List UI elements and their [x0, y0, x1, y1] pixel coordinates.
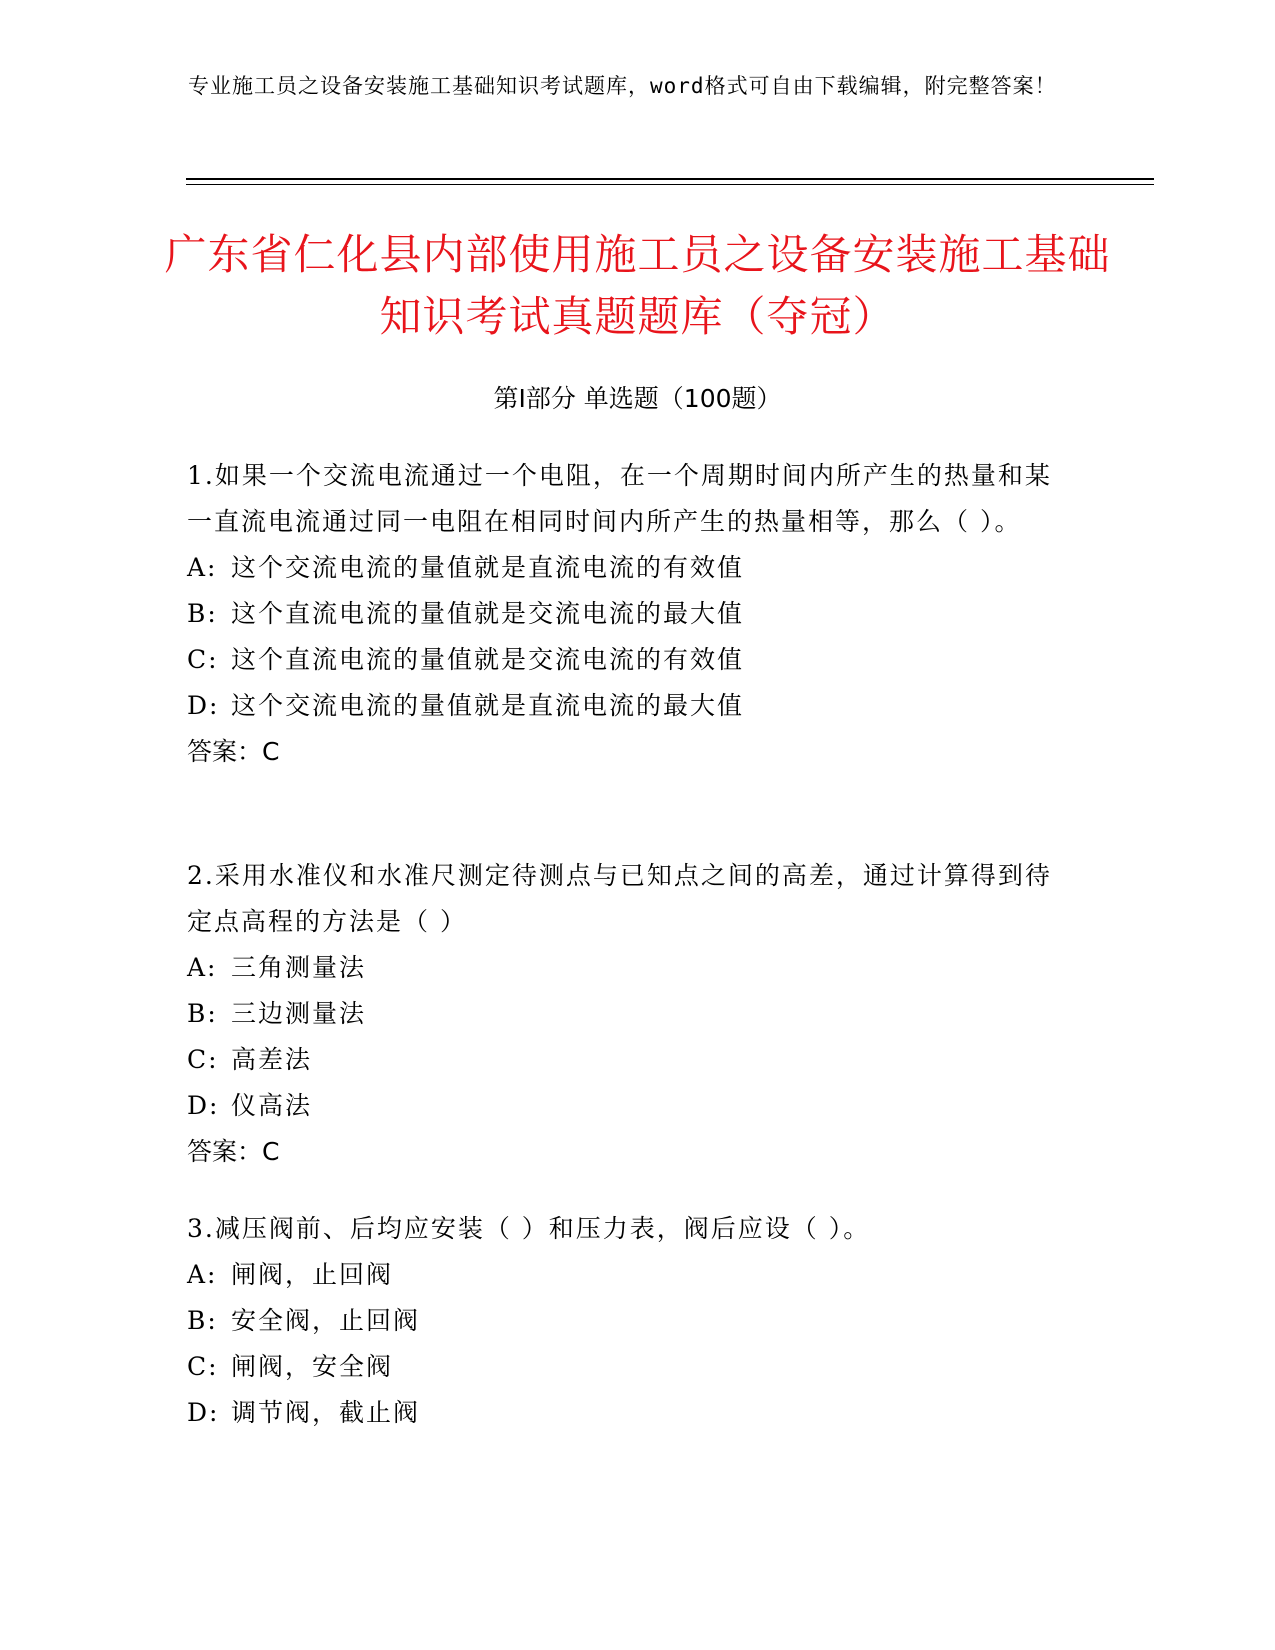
header-divider-thin	[186, 184, 1154, 185]
option-b	[187, 1298, 1067, 1344]
question-stem: 3.减压阀前、后均应安装（ ）和压力表，阀后应设（ ）。	[187, 1214, 871, 1243]
option-letter: A:	[187, 553, 218, 582]
option-text: 这个交流电流的量值就是直流电流的有效值	[231, 553, 745, 582]
option-a	[187, 1252, 1067, 1298]
question-stem: 2.采用水准仪和水准尺测定待测点与已知点之间的高差，通过计算得到待定点高程的方法是（ ）	[187, 861, 1052, 936]
option-text: 三角测量法	[231, 953, 367, 982]
answer: 答案：C	[187, 1137, 280, 1166]
header-divider-thick	[186, 178, 1154, 180]
option-text: 仪高法	[231, 1091, 313, 1120]
option-b	[187, 591, 1067, 637]
option-text: 这个交流电流的量值就是直流电流的最大值	[231, 691, 745, 720]
option-c	[187, 1037, 1067, 1083]
option-c	[187, 1344, 1067, 1390]
option-a	[187, 945, 1067, 991]
question-2	[187, 853, 1067, 1175]
option-a	[187, 545, 1067, 591]
option-letter: C:	[187, 1045, 219, 1074]
option-letter: C:	[187, 1352, 219, 1381]
question-stem: 1.如果一个交流电流通过一个电阻，在一个周期时间内所产生的热量和某一直流电流通过同一电阻在相同时间内所产生的热量相等，那么（ ）。	[187, 461, 1052, 536]
option-d	[187, 1390, 1067, 1436]
option-text: 三边测量法	[231, 999, 367, 1028]
option-letter: B:	[187, 999, 218, 1028]
option-letter: D:	[187, 1091, 220, 1120]
option-text: 闸阀，止回阀	[231, 1260, 394, 1289]
option-c	[187, 637, 1067, 683]
option-text: 这个直流电流的量值就是交流电流的有效值	[231, 645, 745, 674]
option-letter: A:	[187, 953, 218, 982]
question-3	[187, 1206, 1067, 1436]
option-b	[187, 991, 1067, 1037]
option-letter: B:	[187, 1306, 218, 1335]
option-d	[187, 1083, 1067, 1129]
header-note: 专业施工员之设备安装施工基础知识考试题库，word格式可自由下载编辑，附完整答案！	[188, 74, 1057, 98]
option-text: 安全阀，止回阀	[231, 1306, 421, 1335]
option-d	[187, 683, 1067, 729]
option-letter: D:	[187, 691, 220, 720]
section-title: 第Ⅰ部分 单选题（100题）	[493, 384, 782, 413]
document-title: 广东省仁化县内部使用施工员之设备安装施工基础知识考试真题题库（夺冠）	[164, 230, 1111, 341]
option-letter: A:	[187, 1260, 218, 1289]
option-text: 闸阀，安全阀	[231, 1352, 394, 1381]
question-1	[187, 453, 1067, 775]
option-text: 高差法	[231, 1045, 313, 1074]
answer: 答案：C	[187, 737, 280, 766]
option-letter: C:	[187, 645, 219, 674]
option-text: 这个直流电流的量值就是交流电流的最大值	[231, 599, 745, 628]
option-text: 调节阀，截止阀	[231, 1398, 421, 1427]
option-letter: B:	[187, 599, 218, 628]
option-letter: D:	[187, 1398, 220, 1427]
